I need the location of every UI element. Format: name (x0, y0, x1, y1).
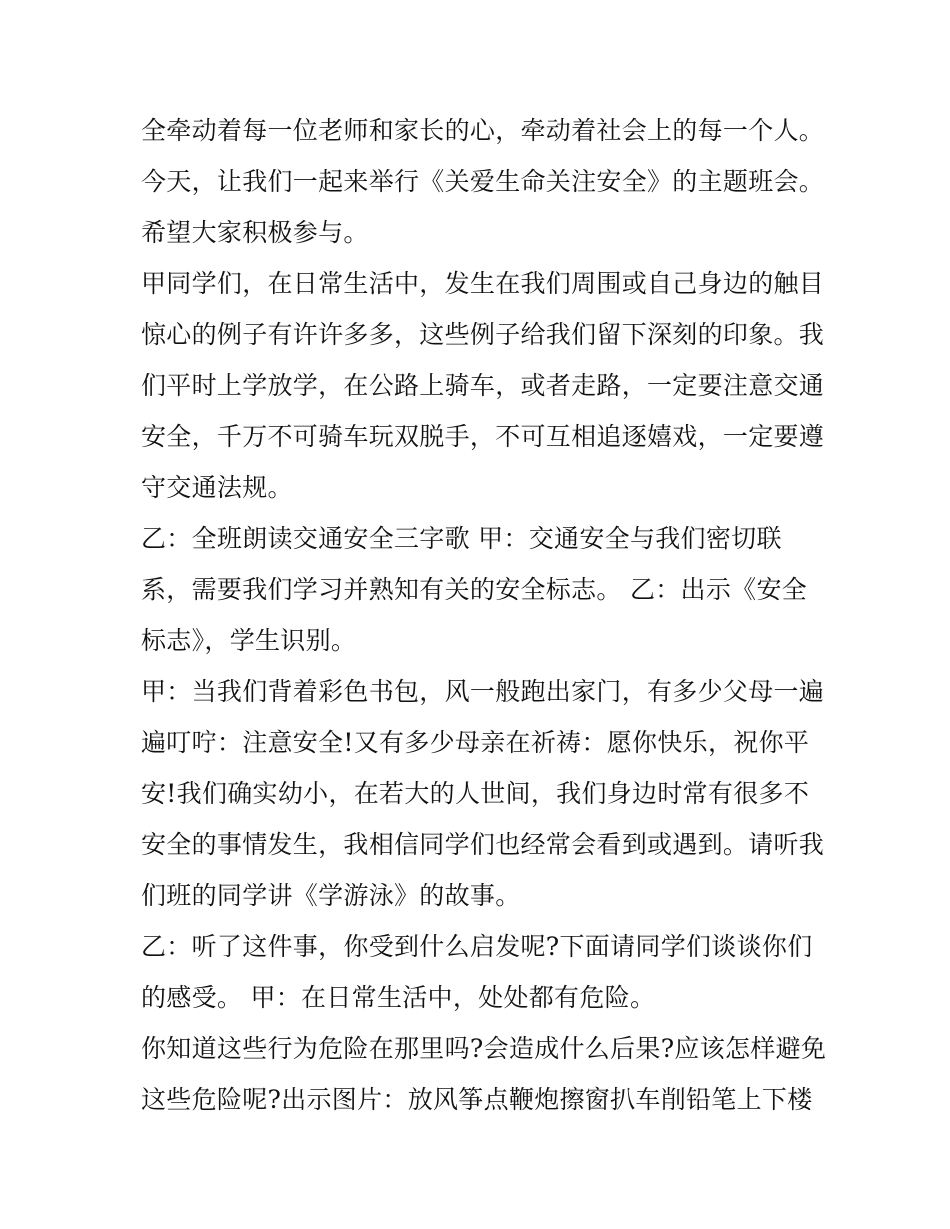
text-line: 安全，千万不可骑车玩双脱手，不可互相追逐嬉戏，一定要遵 (141, 422, 825, 451)
text-line: 遍叮咛：注意安全!又有多少母亲在祈祷：愿你快乐，祝你平 (141, 728, 810, 757)
text-line: 甲：当我们背着彩色书包，风一般跑出家门，有多少父母一遍 (141, 677, 825, 706)
text-line: 安全的事情发生，我相信同学们也经常会看到或遇到。请听我 (141, 830, 825, 859)
text-line: 甲同学们，在日常生活中，发生在我们周围或自己身边的触目 (141, 269, 825, 298)
text-line: 系，需要我们学习并熟知有关的安全标志。 乙：出示《安全 (141, 575, 808, 604)
text-line: 的感受。 甲：在日常生活中，处处都有危险。 (141, 983, 656, 1012)
text-line: 乙：全班朗读交通安全三字歌 甲：交通安全与我们密切联 (141, 524, 782, 553)
text-line: 们班的同学讲《学游泳》的故事。 (141, 881, 521, 910)
text-line: 乙：听了这件事，你受到什么启发呢?下面请同学们谈谈你们 (141, 932, 813, 961)
text-line: 今天，让我们一起来举行《关爱生命关注安全》的主题班会。 (141, 167, 825, 196)
text-line: 标志》，学生识别。 (141, 626, 357, 655)
text-line: 安!我们确实幼小，在若大的人世间，我们身边时常有很多不 (141, 779, 810, 808)
text-line: 希望大家积极参与。 (141, 218, 369, 247)
text-line: 们平时上学放学，在公路上骑车，或者走路，一定要注意交通 (141, 371, 825, 400)
text-line: 你知道这些行为危险在那里吗?会造成什么后果?应该怎样避免 (141, 1034, 827, 1063)
text-line: 惊心的例子有许许多多，这些例子给我们留下深刻的印象。我 (141, 320, 825, 349)
text-line: 全牵动着每一位老师和家长的心，牵动着社会上的每一个人。 (141, 116, 825, 145)
text-line: 守交通法规。 (141, 473, 293, 502)
text-line: 这些危险呢?出示图片：放风筝点鞭炮擦窗扒车削铅笔上下楼 (141, 1085, 813, 1114)
